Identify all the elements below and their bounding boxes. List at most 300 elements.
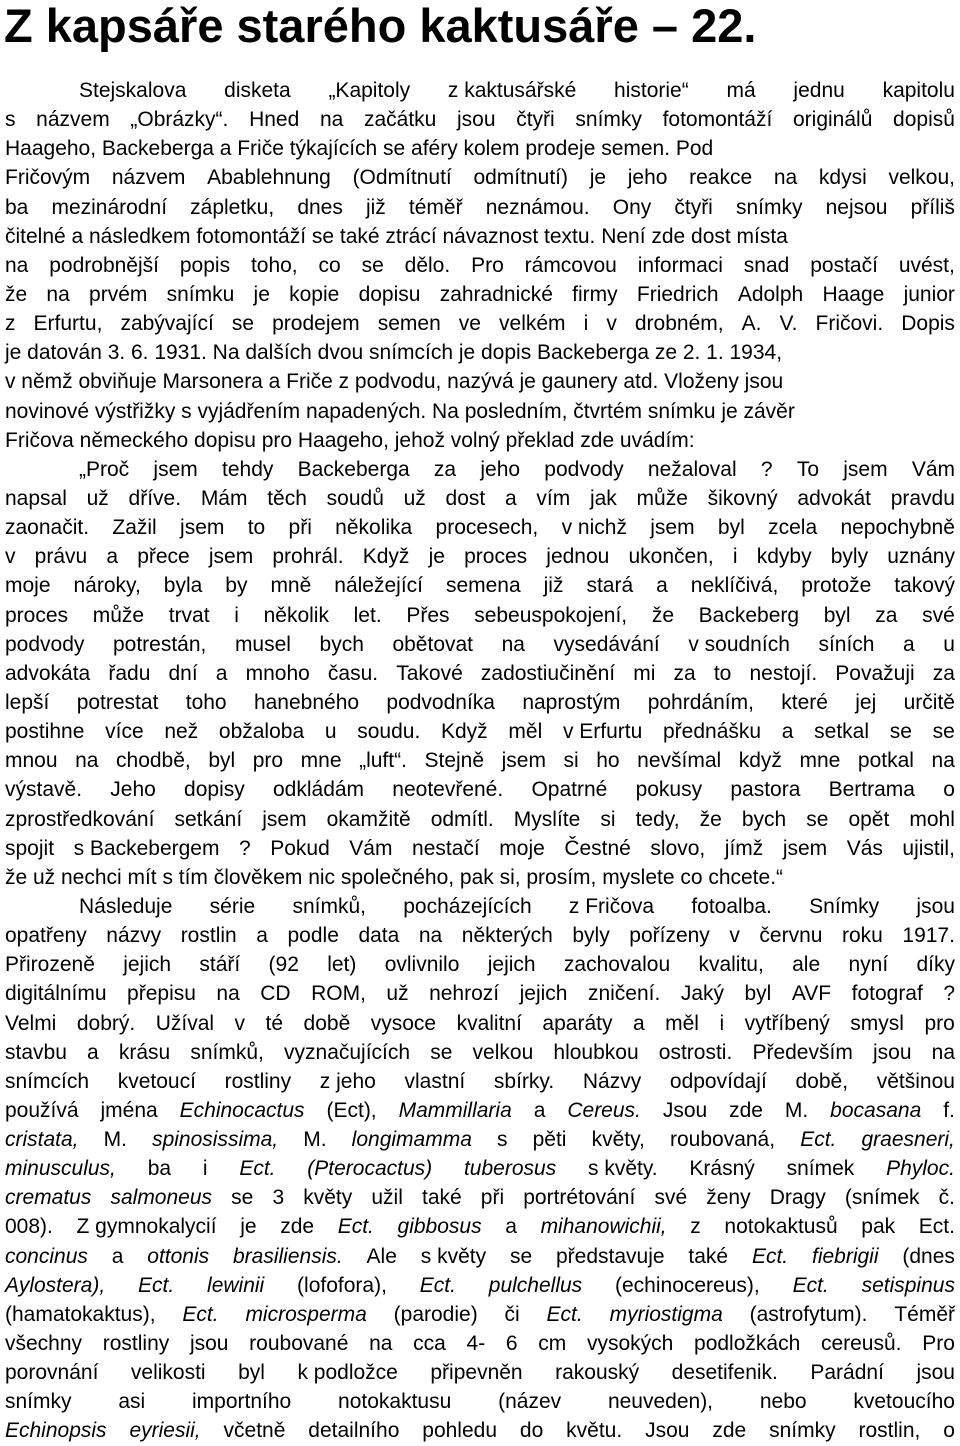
word: z kaktusářské [447,79,577,102]
word: setkal [814,720,870,744]
word: jsem [650,516,695,540]
word: překlad [505,428,575,452]
word: jsem [180,516,225,540]
word: Bertrama [828,778,915,802]
word: a [505,1215,517,1239]
word: zcela [768,516,818,540]
word: nebo [759,1390,807,1414]
word: bych [319,632,364,656]
word: názvem [111,166,186,190]
word: Dopis [901,312,955,336]
word: 1934, [729,341,783,365]
word: i [732,545,738,569]
word: nazývá [447,370,514,394]
word: odmítnutí) [473,166,568,190]
word: snad [743,253,790,277]
text-line [5,746,955,775]
word: desetifenik. [671,1361,778,1385]
word: uvádím: [619,428,695,452]
word: Jaký [680,982,724,1006]
word: jsem [208,545,254,569]
word: semen [377,312,441,336]
word: jednou [546,545,610,569]
word: rostliny [102,1332,170,1356]
word: posledním, [464,399,568,423]
word: cca [413,1332,446,1356]
word: vysedávání [553,632,660,656]
word: 1. [706,341,724,365]
word: série [209,894,256,918]
word: microsperma [245,1302,367,1326]
word: a [656,574,668,598]
text-line [5,1096,955,1125]
word: podrobnější [49,253,159,277]
word: mnou [5,749,58,773]
word: Ony [612,195,652,219]
word: Když [441,720,488,744]
word: Jsou [645,1419,690,1443]
word: či [504,1302,520,1326]
word: dvou [317,341,364,365]
text-line [5,630,955,659]
word: Echinocactus [179,1098,305,1122]
word: nic [308,865,336,889]
word: hloubkou [553,1040,639,1064]
text-line [5,163,955,192]
word: kdysi [818,166,867,190]
word: to [247,516,266,540]
word: lewinii [207,1273,265,1297]
word: zničení. [587,982,661,1006]
word: přednášku [663,720,762,744]
word: drobném, [634,312,724,336]
word: velkou [472,1040,534,1064]
word: člověkem [213,865,303,889]
word: f. [943,1098,955,1122]
word: také [421,1186,462,1210]
word: ženy [706,1186,751,1210]
word: co [680,865,703,889]
word: zápletku, [190,195,275,219]
word: moje [499,836,545,860]
word: „Proč [79,457,130,481]
word: procesech, [435,516,539,540]
word: fiebrigii [811,1244,879,1268]
word: i [719,1011,725,1035]
word: soudu. [357,720,421,744]
word: ? [760,457,773,481]
word: 6 [505,1332,518,1356]
word: dalších [245,341,312,365]
word: roku [841,924,883,948]
word: Jsou [662,1098,708,1122]
word: prodejem [272,312,360,336]
word: v [5,545,16,569]
word: mně [270,574,312,598]
word: Ect. [546,1302,583,1326]
word: téměř [408,195,463,219]
word: své [654,1186,688,1210]
word: let) [327,953,357,977]
word: aféry [411,137,458,161]
word: odmítl. [430,807,494,831]
word: Užíval [155,1011,215,1035]
word: informaci [637,253,723,277]
text-line [5,1387,955,1416]
word: (Odmítnutí [352,166,452,190]
word: protože [801,574,872,598]
word: A. [741,312,762,336]
word: Stejskalova [79,79,187,102]
word: dopisy [184,778,245,802]
word: textu. [544,224,596,248]
word: se [509,1244,533,1268]
word: eyriesii, [129,1419,201,1443]
word: snímky [5,1390,72,1414]
word: byl [823,603,851,627]
word: kopie [289,282,340,306]
word: společného, [340,865,455,889]
word: prvém [89,282,148,306]
word: nestačí [412,836,480,860]
word: Vám [911,457,955,481]
word: Fričovi. [815,312,884,336]
word: volný [450,428,500,452]
word: v [5,370,16,394]
word: Krásný [689,1157,755,1181]
text-line [5,397,955,426]
word: stavbu [5,1040,67,1064]
word: na [501,632,525,656]
word: prosím, [526,865,597,889]
word: z Fričova [568,894,655,918]
text-line [5,1300,955,1329]
word: potkal [857,749,914,773]
word: pak [861,1215,896,1239]
word: datován [27,341,102,365]
word: na [931,749,955,773]
word: ba [5,195,29,219]
word: a [781,720,794,744]
word: Jeho [110,778,156,802]
word: a [256,924,268,948]
text-line [5,1183,955,1212]
text-line [5,76,955,105]
text-line [5,455,955,484]
text-line [5,863,955,892]
word: Aylostera), [5,1273,106,1297]
word: obětovat [392,632,474,656]
word: advokát [797,486,871,510]
text-line [5,513,955,542]
word: červnu [759,924,823,948]
word: kolem [463,137,520,161]
word: snímky [769,1419,836,1443]
word: nestojí. [749,661,818,685]
word: Erfurtu, [33,312,103,336]
word: jímž [724,836,764,860]
word: myslete [602,865,675,889]
word: pěti [532,1128,567,1152]
word: v [729,924,740,948]
word: ztrácí [385,224,437,248]
word: neznámou. [485,195,590,219]
word: Především [752,1040,853,1064]
text-line [5,1038,955,1067]
word: čitelné [5,224,66,248]
word: na [319,108,344,132]
word: 1931. [154,341,207,365]
word: Stejně [424,749,485,773]
word: a [71,224,84,248]
word: a [111,1244,124,1268]
text-line [5,338,955,367]
word: „luft“. [359,749,407,773]
word: M. [103,1128,127,1152]
word: že [5,282,28,306]
word: zaonačit. [5,516,90,540]
word: ujistil, [902,836,955,860]
word: historie“ [614,79,689,102]
word: také [339,224,380,248]
word: a [215,661,228,685]
word: Hned [249,108,300,132]
word: stáří [199,953,241,977]
text-line [5,1416,955,1445]
word: času. [327,661,379,685]
word: už [403,486,426,510]
word: nechci [60,865,122,889]
word: Haageho, [5,137,97,161]
word: aparáty [542,1011,613,1035]
word: sebeuspokojení, [474,603,628,627]
word: Vám [349,836,393,860]
word: z [690,1215,701,1239]
word: místa [736,224,788,248]
word: snímky [735,195,803,219]
word: junior [903,282,955,306]
word: se [361,253,384,277]
word: gibbosus [397,1215,482,1239]
word: Pokud [270,836,330,860]
word: dost [445,486,486,510]
word: některých [461,924,553,948]
text-line [5,775,955,804]
word: přepisu [127,982,196,1006]
word: semen. [601,137,671,161]
word: Ect. [419,1273,456,1297]
word: již [543,574,564,598]
word: tím [178,865,208,889]
word: musel [234,632,291,656]
word: se [932,720,955,744]
word: firmy [572,282,618,306]
word: podložkách [694,1332,801,1356]
word: dopisů [893,108,955,132]
word: (92 [268,953,299,977]
word: salmoneus [110,1186,213,1210]
word: si, [499,865,521,889]
word: dobrý. [76,1011,136,1035]
word: portrétování [523,1186,636,1210]
word: v [606,312,617,336]
word: v nichž [561,516,627,540]
word: (snímek [844,1186,920,1210]
word: jsem [843,457,888,481]
word: (lofofora), [297,1273,387,1297]
word: Backeberga [297,457,410,481]
word: jsem [782,836,828,860]
word: vysoce [370,1011,437,1035]
word: Dragy [769,1186,826,1210]
word: čtvrtém [573,399,643,423]
word: následkem [88,224,191,248]
text-line [5,1329,955,1358]
word: se [231,312,255,336]
word: je [458,341,476,365]
word: a [632,1011,645,1035]
word: závěr [743,399,795,423]
word: detailního [308,1419,400,1443]
word: proces [5,603,69,627]
word: (název [498,1390,562,1414]
word: v [234,1011,246,1035]
text-line [5,542,955,571]
text-line [5,1271,955,1300]
word: 008). [5,1215,53,1239]
word: jsem [501,749,546,773]
word: Parádní [810,1361,884,1385]
word: přece [137,545,190,569]
text-line [5,280,955,309]
word: se [383,137,406,161]
word: mihanowichii, [540,1215,667,1239]
word: jak [589,486,617,510]
word: nyní [848,953,889,977]
word: jsou [916,894,955,918]
text-line [5,717,955,746]
word: Na [212,341,240,365]
word: je [589,166,607,190]
word: své [922,603,955,627]
word: Friče [286,370,333,394]
word: s [162,865,173,889]
word: více [105,720,144,744]
word: potrestat [76,690,159,714]
word: již [365,195,386,219]
word: nežaloval [647,457,737,481]
word: rostliny [224,1069,292,1093]
word: kvetoucího [853,1390,955,1414]
word: zde [280,1215,315,1239]
text-line [5,601,955,630]
word: Názvy [582,1069,642,1093]
word: advokáta [5,661,91,685]
word: s [5,108,16,132]
word: byl [717,516,745,540]
word: let. [353,603,382,627]
word: pocházejících [403,894,532,918]
word: importního [192,1390,292,1414]
word: Ale [366,1244,397,1268]
word: jména [100,1098,158,1122]
word: a [219,137,232,161]
word: Friedrich [636,282,719,306]
word: okamžitě [326,807,411,831]
word: uvést, [898,253,955,277]
word: mít [127,865,157,889]
text-line [5,892,955,921]
word: fotograf [851,982,923,1006]
word: M. [784,1098,809,1122]
word: dní [168,661,198,685]
word: si [600,807,616,831]
word: ale [792,953,821,977]
word: s [181,399,192,423]
word: Fričova [5,428,74,452]
word: zabývající [120,312,214,336]
word: jeho [627,166,668,190]
word: pak [459,865,494,889]
word: a [504,486,517,510]
text-line [5,1125,955,1154]
word: jsou [916,1361,955,1385]
word: a [87,1040,99,1064]
word: Phyloc. [886,1157,955,1181]
word: mohl [909,807,955,831]
word: za [875,603,898,627]
word: chodbě, [116,749,191,773]
word: (Pterocactus) [307,1157,433,1181]
word: připevněn [430,1361,523,1385]
word: ostrosti. [658,1040,733,1064]
word: byly [830,545,869,569]
word: moje [5,574,51,598]
text-line [5,1242,955,1271]
word: Takové [396,661,463,685]
word: podvodníka [386,690,495,714]
text-line [5,571,955,600]
word: cm [538,1332,567,1356]
word: s květy. [588,1157,658,1181]
word: „Obrázky“. [130,108,229,132]
word: jsou [189,1332,229,1356]
word: rakouský [555,1361,640,1385]
word: je [5,341,22,365]
word: Vloženy [664,370,739,394]
word: 4- [466,1332,486,1356]
word: u [943,632,955,656]
text-line [5,222,955,251]
word: setispinus [861,1273,955,1297]
word: Pro [471,253,504,277]
word: čtyři [674,195,713,219]
word: snímku [647,399,716,423]
word: nevšímal [637,749,722,773]
word: náležející [334,574,423,598]
word: že [5,865,28,889]
word: fotoalba. [691,894,772,918]
word: vím [536,486,571,510]
word: bych [741,807,787,831]
word: neklíčivá, [690,574,779,598]
word: dříve. [128,486,182,510]
word: pohrdáním, [647,690,754,714]
word: zde [651,224,686,248]
word: prodeje [525,137,596,161]
word: myriostigma [609,1302,723,1326]
word: názvem [36,108,110,132]
